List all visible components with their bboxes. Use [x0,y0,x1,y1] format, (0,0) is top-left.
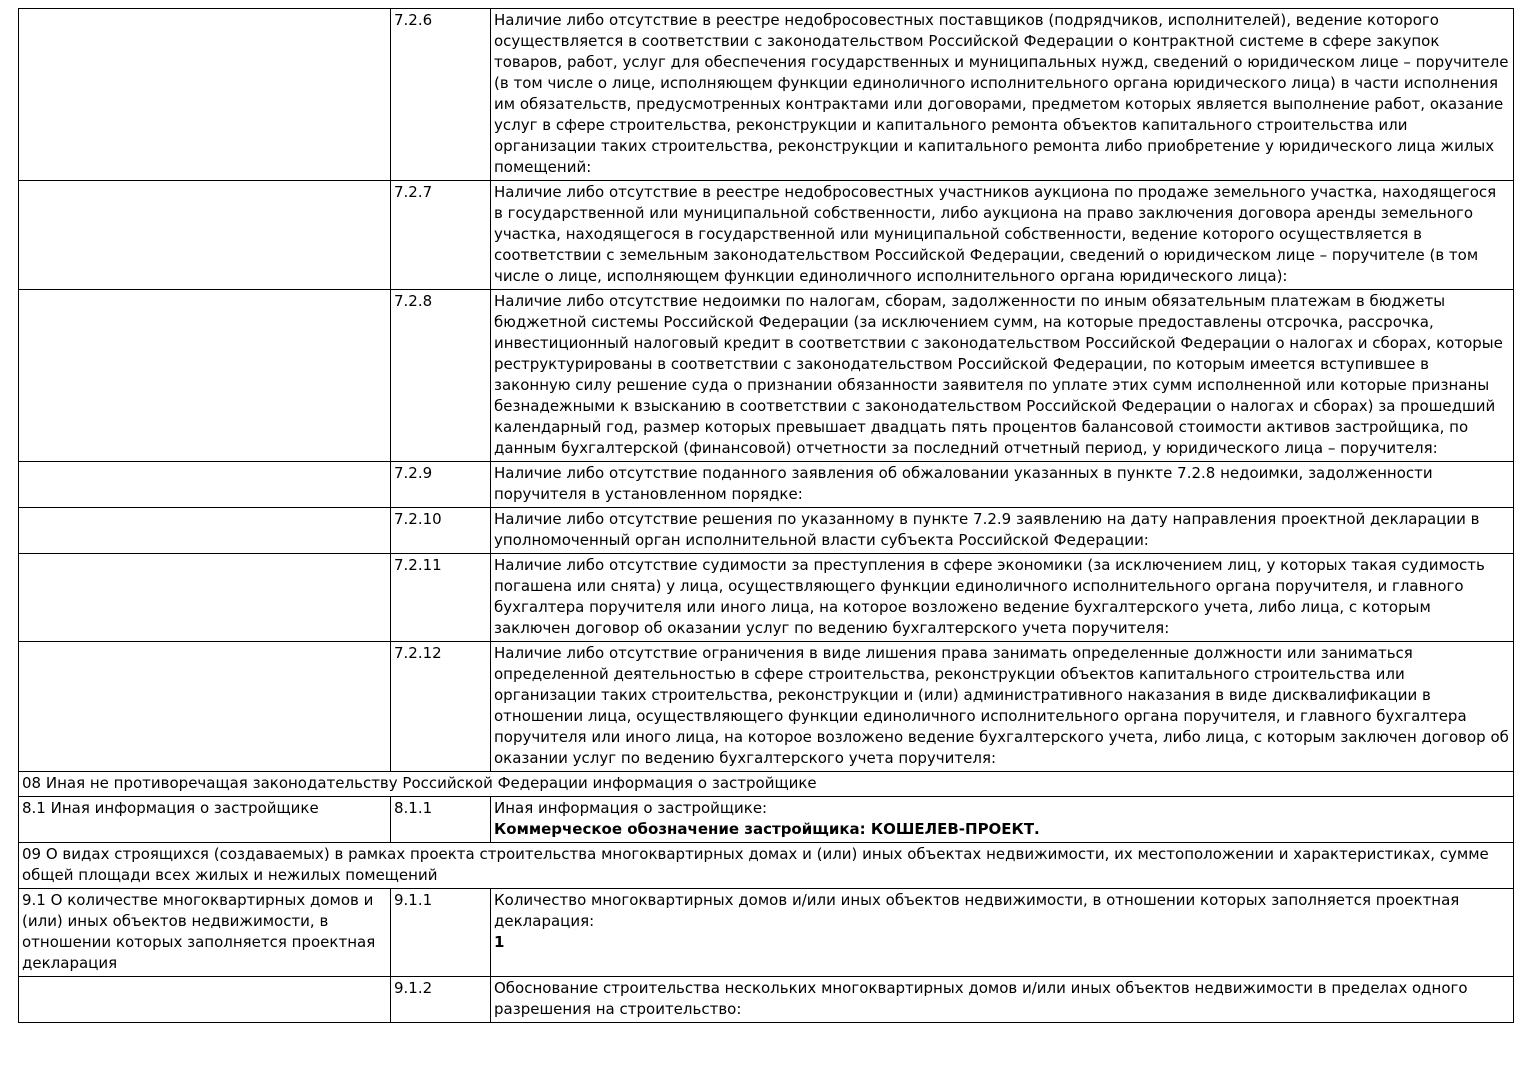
item-value: 1 [494,933,505,951]
item-number: 9.1.2 [391,977,491,1023]
item-text-cell [491,889,1514,977]
item-number: 7.2.9 [391,462,491,508]
table-row-7-2-9 [19,462,1514,508]
item-number: 8.1.1 [391,797,491,843]
item-number: 9.1.1 [391,889,491,977]
table-row-7-2-10 [19,508,1514,554]
section-header: 09 О видах строящихся (создаваемых) в рамках проекта строительства многоквартирных домах и (или) иных объектах недвижимости, их местоположении и характеристиках, сумме общей площади всех жилых и нежилых помещений [19,843,1514,889]
section-header-row-08 [19,772,1514,797]
item-text: Наличие либо отсутствие решения по указанному в пункте 7.2.9 заявлению на дату направления проектной декларации в уполномоченный орган исполнительной власти субъекта Российской Федерации: [491,508,1514,554]
item-text: Иная информация о застройщике: [494,799,768,817]
item-text: Наличие либо отсутствие в реестре недобросовестных участников аукциона по продаже земельного участка, находящегося в государственной или муниципальной собственности, либо аукциона на право заключения договора аренды земельного участка, находящегося в государственной или муниципальной собственности, ведение которого осуществляется в соответствии с земельным законодательством Российской Федерации, сведений о юридическом лице – поручителе (в том числе о лице, исполняющем функции единоличного исполнительного органа юридического лица): [491,181,1514,290]
section-title-cell [19,9,391,181]
item-value: Коммерческое обозначение застройщика: КОШЕЛЕВ-ПРОЕКТ. [494,820,1040,838]
section-title-cell: 8.1 Иная информация о застройщике [19,797,391,843]
table-row-7-2-6 [19,9,1514,181]
section-title-cell: 9.1 О количестве многоквартирных домов и (или) иных объектов недвижимости, в отношении которых заполняется проектная декларация [19,889,391,977]
table-row-7-2-8 [19,290,1514,462]
item-text: Наличие либо отсутствие в реестре недобросовестных поставщиков (подрядчиков, исполнителей), ведение которого осуществляется в соответствии с законодательством Российской Федерации о контрактной системе в сфере закупок товаров, работ, услуг для обеспечения государственных и муниципальных нужд, сведений о юридическом лице – поручителе (в том числе о лице, исполняющем функции единоличного исполнительного органа юридического лица) в части исполнения им обязательств, предусмотренных контрактами или договорами, предметом которых является выполнение работ, оказание услуг в сфере строительства, реконструкции и капитального ремонта объектов капитального строительства или организации таких строительства, реконструкции и капитального ремонта либо приобретение у юридического лица жилых помещений: [491,9,1514,181]
item-text: Наличие либо отсутствие недоимки по налогам, сборам, задолженности по иным обязательным платежам в бюджеты бюджетной системы Российской Федерации (за исключением сумм, на которые предоставлены отсрочка, рассрочка, инвестиционный налоговый кредит в соответствии с законодательством Российской Федерации о налогах и сборах, которые реструктурированы в соответствии с законодательством Российской Федерации, по которым имеется вступившее в законную силу решение суда о признании обязанности заявителя по уплате этих сумм исполненной или которые признаны безнадежными к взысканию в соответствии с законодательством Российской Федерации о налогах и сборах) за прошедший календарный год, размер которых превышает двадцать пять процентов балансовой стоимости активов застройщика, по данным бухгалтерской (финансовой) отчетности за последний отчетный период, у юридического лица – поручителя: [491,290,1514,462]
item-number: 7.2.11 [391,554,491,642]
table-row-8-1-1 [19,797,1514,843]
item-number: 7.2.8 [391,290,491,462]
item-number: 7.2.10 [391,508,491,554]
item-number: 7.2.7 [391,181,491,290]
item-text: Наличие либо отсутствие поданного заявления об обжаловании указанных в пункте 7.2.8 недоимки, задолженности поручителя в установленном порядке: [491,462,1514,508]
item-number: 7.2.12 [391,642,491,772]
item-number: 7.2.6 [391,9,491,181]
section-title-cell [19,977,391,1023]
declaration-table [18,8,1514,1023]
table-row-7-2-7 [19,181,1514,290]
table-row-7-2-11 [19,554,1514,642]
section-title-cell [19,508,391,554]
section-title-cell [19,462,391,508]
section-title-cell [19,642,391,772]
section-header: 08 Иная не противоречащая законодательству Российской Федерации информация о застройщике [19,772,1514,797]
item-text-cell [491,797,1514,843]
table-row-9-1-1 [19,889,1514,977]
table-row-9-1-2 [19,977,1514,1023]
item-text: Обоснование строительства нескольких многоквартирных домов и/или иных объектов недвижимости в пределах одного разрешения на строительство: [491,977,1514,1023]
item-text: Наличие либо отсутствие ограничения в виде лишения права занимать определенные должности или заниматься определенной деятельностью в сфере строительства, реконструкции объектов капитального строительства или организации таких строительства, реконструкции и (или) административного наказания в виде дисквалификации в отношении лица, осуществляющего функции единоличного исполнительного органа поручителя, и главного бухгалтера поручителя или иного лица, на которое возложено ведение бухгалтерского учета, либо лица, с которым заключен договор об оказании услуг по ведению бухгалтерского учета поручителя: [491,642,1514,772]
section-title-cell [19,181,391,290]
item-text: Наличие либо отсутствие судимости за преступления в сфере экономики (за исключением лиц, у которых такая судимость погашена или снята) у лица, осуществляющего функции единоличного исполнительного органа поручителя, и главного бухгалтера поручителя или иного лица, на которое возложено ведение бухгалтерского учета, либо лица, с которым заключен договор об оказании услуг по ведению бухгалтерского учета поручителя: [491,554,1514,642]
section-title-cell [19,290,391,462]
section-header-row-09 [19,843,1514,889]
table-row-7-2-12 [19,642,1514,772]
item-text: Количество многоквартирных домов и/или иных объектов недвижимости, в отношении которых заполняется проектная декларация: [494,891,1460,930]
section-title-cell [19,554,391,642]
